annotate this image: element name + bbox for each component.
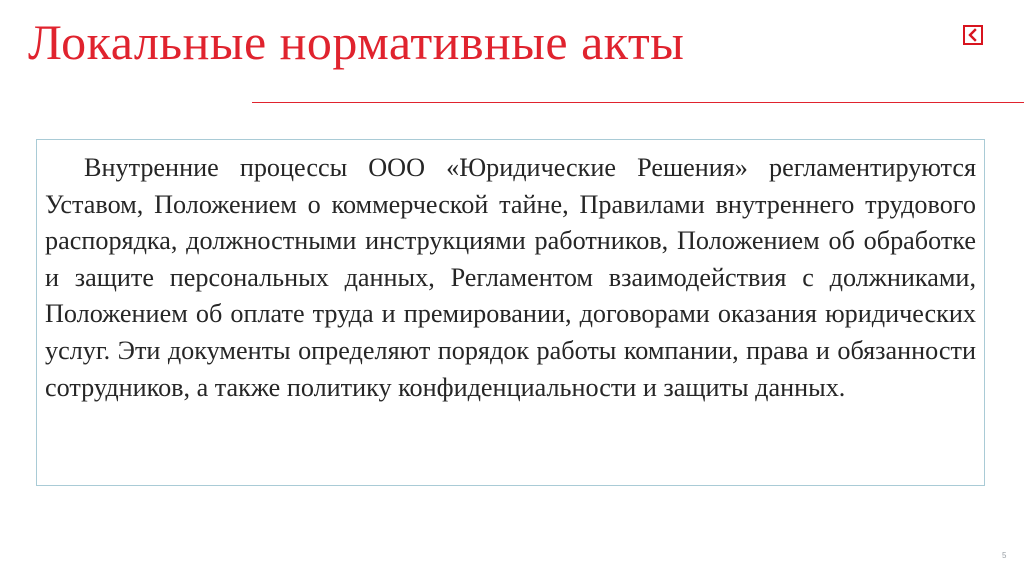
body-paragraph: Внутренние процессы ООО «Юридические Решения» регламентируются Уставом, Положением о коммерческой тайне, Правилами внутреннего трудового распорядка, должностными инструкциями работников, Положением об обработке и защите персональных данных, Регламентом взаимодействия с должниками, Положением об оплате труда и премировании, договорами оказания юридических услуг. Эти документы определяют порядок работы компании, права и обязанности сотрудников, а также политику конфиденциальности и защиты данных.	[45, 153, 976, 402]
title-underline	[252, 102, 1024, 103]
chevron-left-icon	[966, 28, 980, 42]
back-button[interactable]	[963, 25, 983, 45]
page-number: 5	[1002, 551, 1007, 560]
content-text-box	[36, 139, 985, 486]
slide-title: Локальные нормативные акты	[28, 14, 685, 70]
